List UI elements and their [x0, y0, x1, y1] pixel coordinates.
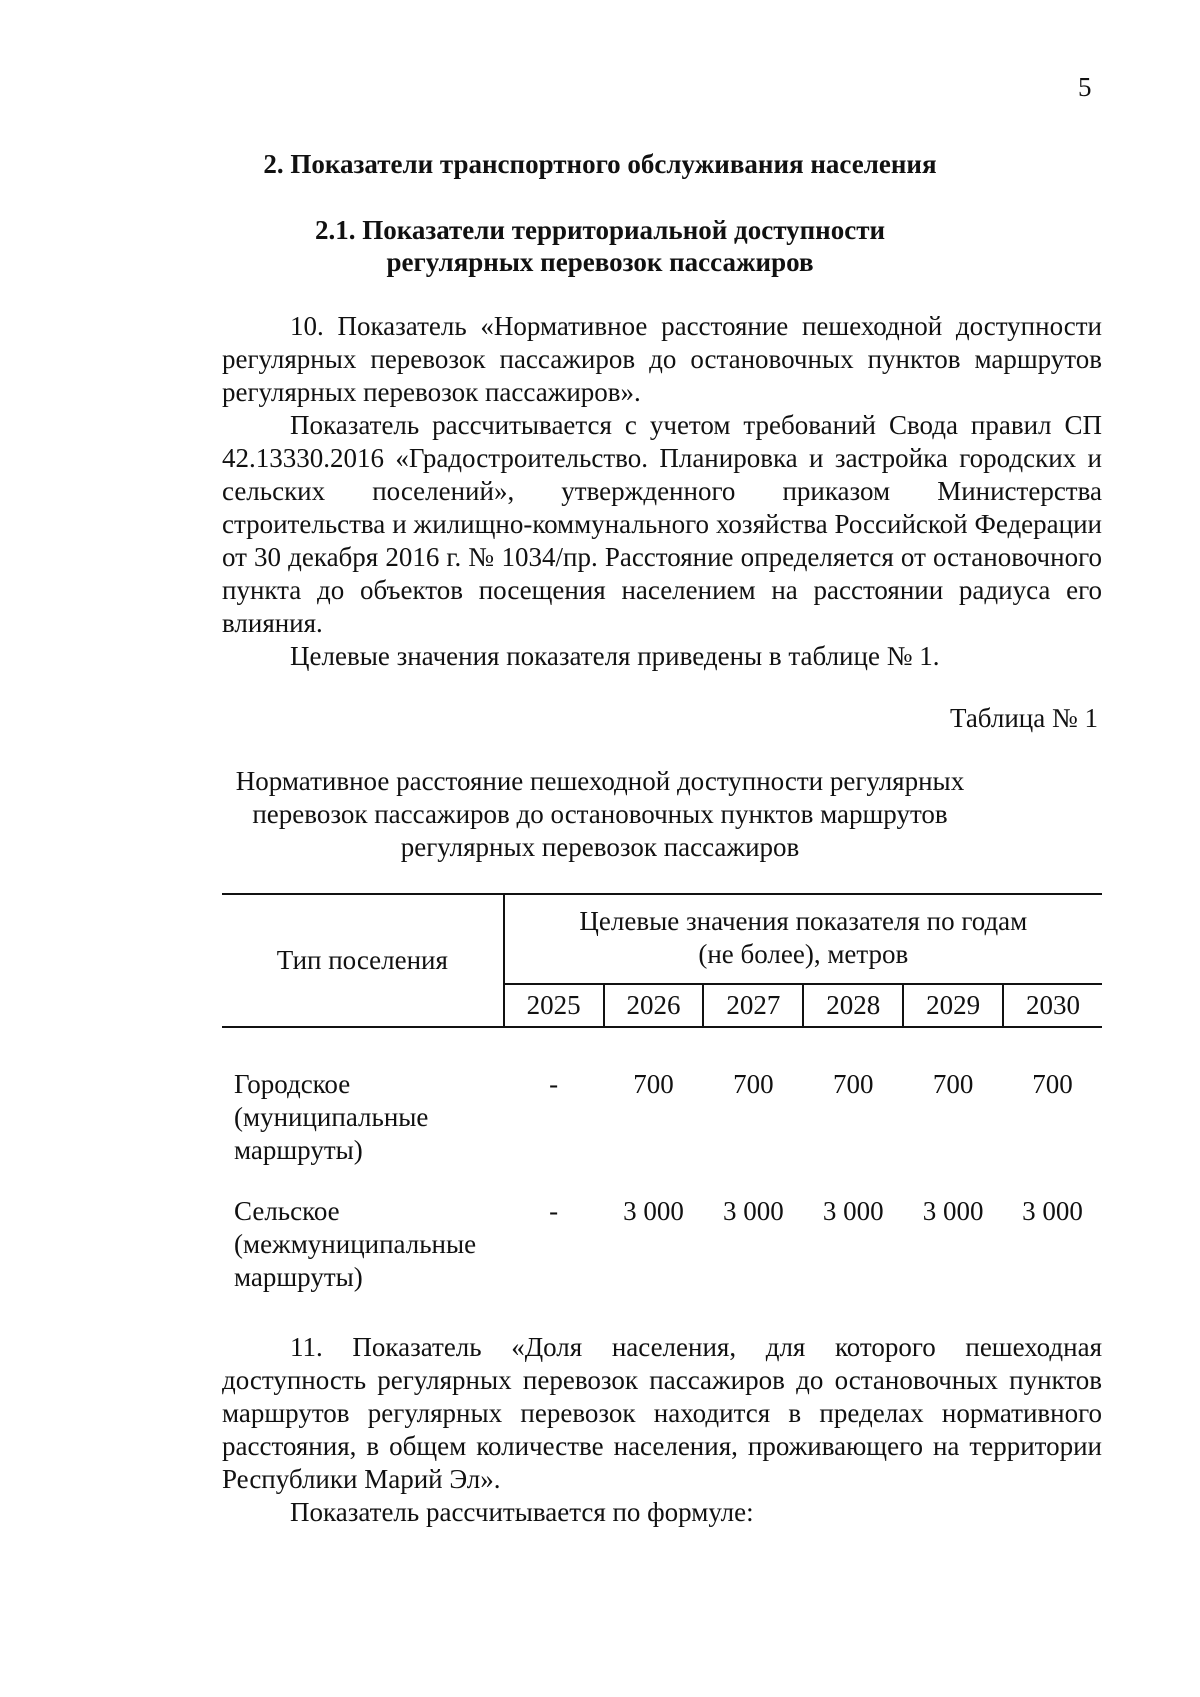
year-header: 2027 — [703, 984, 803, 1027]
table-caption-line-1: Нормативное расстояние пешеходной доступности регулярных — [235, 766, 965, 796]
value-cell: 3 000 — [722, 1196, 784, 1226]
year-header: 2026 — [604, 984, 704, 1027]
table-row-rural — [222, 1167, 1102, 1294]
year-header: 2030 — [1003, 984, 1102, 1027]
settlement-type-cell — [222, 1167, 504, 1294]
year-header: 2028 — [803, 984, 903, 1027]
settlement-type-line: Городское — [234, 1069, 351, 1099]
table-caption — [0, 765, 1200, 864]
target-values-table — [222, 893, 1102, 1294]
table-row-urban — [222, 1027, 1102, 1167]
value-cell: 700 — [932, 1069, 974, 1099]
header-settlement-type: Тип поселения — [222, 894, 504, 1027]
table-caption-line-2: перевозок пассажиров до остановочных пунктов маршрутов — [252, 799, 948, 829]
value-cell: 700 — [733, 1069, 774, 1099]
paragraph-formula-intro: Показатель рассчитывается по формуле: — [290, 1497, 754, 1527]
year-header: 2029 — [903, 984, 1003, 1027]
year-header: 2025 — [504, 984, 604, 1027]
settlement-type-line: (муниципальные — [234, 1102, 429, 1132]
settlement-type-line: маршруты) — [234, 1262, 363, 1292]
body-text-top — [222, 310, 1102, 673]
value-cell: - — [549, 1069, 559, 1099]
settlement-type-line: маршруты) — [234, 1135, 363, 1165]
subsection-heading-line-1: 2.1. Показатели территориальной доступности — [314, 215, 886, 245]
table-number-label: Таблица № 1 — [950, 703, 1098, 733]
value-cell: 3 000 — [623, 1196, 684, 1226]
paragraph-10: 10. Показатель «Нормативное расстояние пешеходной доступности регулярных перевозок пассажиров до остановочных пунктов маршрутов регулярных перевозок пассажиров». — [222, 311, 1102, 407]
subsection-heading-line-2: регулярных перевозок пассажиров — [386, 247, 814, 277]
body-text-bottom — [222, 1331, 1102, 1529]
header-target-values — [504, 894, 1102, 984]
page-number: 5 — [1078, 72, 1092, 102]
paragraph-calculation: Показатель рассчитывается с учетом требований Свода правил СП 42.13330.2016 «Градостроительство. Планировка и застройка городских и сельских поселений», утвержденного приказом Министерства строительства и жилищно-коммунального хозяйства Российской Федерации от 30 декабря 2016 г. № 1034/пр. Расстояние определяется от остановочного пункта до объектов посещения населением на расстоянии радиуса его влияния. — [222, 410, 1102, 638]
table-caption-line-3: регулярных перевозок пассажиров — [400, 832, 800, 862]
table-header-row — [222, 894, 1102, 984]
settlement-type-line: Сельское — [234, 1196, 340, 1226]
section-heading: 2. Показатели транспортного обслуживания населения — [263, 149, 937, 179]
paragraph-target-values: Целевые значения показателя приведены в таблице № 1. — [290, 641, 940, 671]
header-target-values-line-2: (не более), метров — [698, 939, 909, 969]
value-cell: - — [549, 1196, 559, 1226]
header-target-values-line-1: Целевые значения показателя по годам — [579, 906, 1028, 936]
value-cell: 700 — [633, 1069, 674, 1099]
value-cell: 700 — [832, 1069, 874, 1099]
value-cell: 3 000 — [1022, 1196, 1083, 1226]
settlement-type-cell — [222, 1027, 504, 1167]
value-cell: 700 — [1032, 1069, 1073, 1099]
value-cell: 3 000 — [922, 1196, 984, 1226]
settlement-type-line: (межмуниципальные — [234, 1229, 477, 1259]
value-cell: 3 000 — [822, 1196, 884, 1226]
paragraph-11: 11. Показатель «Доля населения, для которого пешеходная доступность регулярных перевозок пассажиров до остановочных пунктов маршрутов регулярных перевозок находится в пределах нормативного расстояния, в общем количестве населения, проживающего на территории Республики Марий Эл». — [222, 1332, 1102, 1494]
